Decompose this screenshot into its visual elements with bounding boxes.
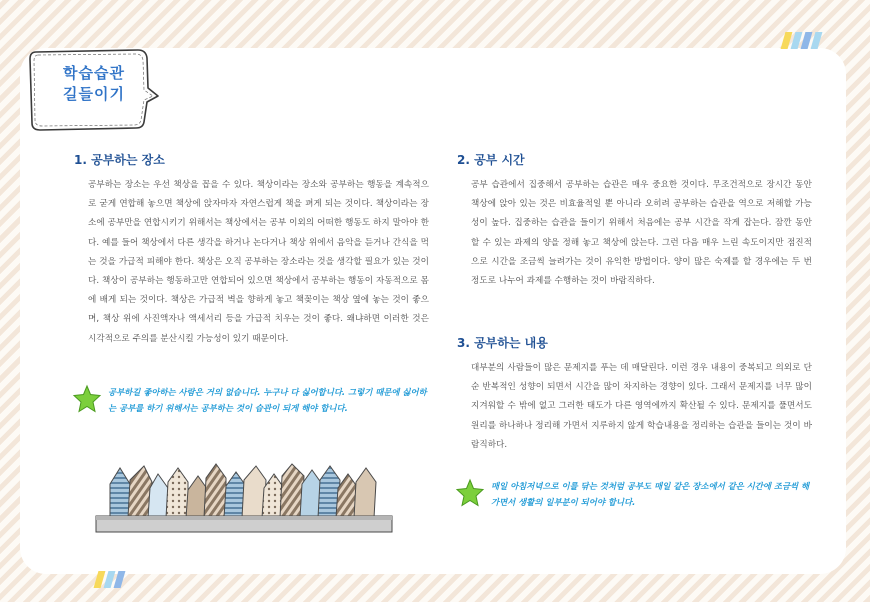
badge-title-line2: 길들이기: [63, 85, 125, 103]
tape-decoration-top: [783, 32, 820, 49]
section-body: 대부분의 사람들이 많은 문제지를 푸는 데 매달린다. 이런 경우 내용이 중복되고 의외로 단순 반복적인 성향이 되면서 시간을 많이 차지하는 경향이 있다. 그래서 문제지를 너무 많이 지겨워할 수 밖에 없고 그러한 태도가 다른 영역에까지 확산될 수 있다. 문제지를 풀면서도 원리를 하나하나 정리해 가면서 지루하지 않게 학습내용을 정리하는 습관을 들이는 것이 바람직하다.: [471, 363, 812, 450]
tip-note-text: 공부하길 좋아하는 사람은 거의 없습니다. 누구나 다 싫어합니다. 그렇기 때문에 싫어하는 공부를 하기 위해서는 공부하는 것이 습관이 되게 해야 합니다.: [108, 387, 427, 413]
title-badge: [26, 46, 160, 134]
section-study-content: [457, 334, 812, 455]
tip-note-text: 매일 아침저녁으로 이를 닦는 것처럼 공부도 매일 같은 장소에서 같은 시간에 조금씩 해가면서 생활의 일부분이 되어야 합니다.: [491, 481, 810, 507]
tip-note: [455, 478, 815, 510]
section-heading: 3. 공부하는 내용: [457, 336, 548, 350]
section-heading: 2. 공부 시간: [457, 153, 525, 167]
tip-note: [72, 384, 432, 416]
section-study-place: [74, 151, 429, 349]
tape-decoration-bottom: [96, 571, 123, 588]
section-body: 공부 습관에서 집중해서 공부하는 습관은 매우 중요한 것이다. 무조건적으로 장시간 동안 책상에 앉아 있는 것은 비효율적일 뿐 아니라 오히려 공부하는 습관을 역으로 저해할 가능성이 높다. 집중하는 습관을 들이기 위해서 처음에는 공부 시간을 작게 잡는다. 잠깐 동안 할 수 있는 과제의 양을 정해 놓고 책상에 앉는다. 그런 다음 매우 느린 속도이지만 점진적으로 시간을 조금씩 늘려가는 것이 유익한 방법이다. 양이 많은 숙제를 할 경우에는 두 번 정도로 나누어 과제를 수행하는 것이 바람직하다.: [471, 180, 812, 287]
section-body: 공부하는 장소는 우선 책상을 꼽을 수 있다. 책상이라는 장소와 공부하는 행동을 계속적으로 굳게 연합해 놓으면 책상에 앉자마자 자연스럽게 책을 펴게 되는 것이다. 책상이라는 장소에 공부만을 연합시키기 위해서는 책상에서는 공부 이외의 어떠한 행동도 하지 말아야 한다. 예를 들어 책상에서 다른 생각을 하거나 논다거나 책상 위에서 음악을 듣거나 간식을 먹는 것을 가급적 피해야 한다. 책상은 오직 공부하는 장소라는 것을 생각할 필요가 있는 것이다. 책상이 공부하는 행동하고만 연합되어 있으면 책상에서 공부하는 행동이 자동적으로 몸에 배게 되는 것이다. 책상은 가급적 벽을 향하게 놓고 책꽂이는 책상 옆에 놓는 것이 좋으며, 책상 위에 사진액자나 액세서리 등을 가급적 치우는 것이 좋다. 왜냐하면 이러한 것은 시각적으로 주의를 분산시킬 가능성이 있기 때문이다.: [88, 180, 429, 344]
section-heading: 1. 공부하는 장소: [74, 153, 165, 167]
pencil-cup-illustration-icon: [92, 462, 396, 536]
section-study-time: [457, 151, 812, 291]
star-icon: [72, 384, 102, 414]
badge-title-line1: 학습습관: [63, 64, 125, 82]
star-icon: [455, 478, 485, 508]
